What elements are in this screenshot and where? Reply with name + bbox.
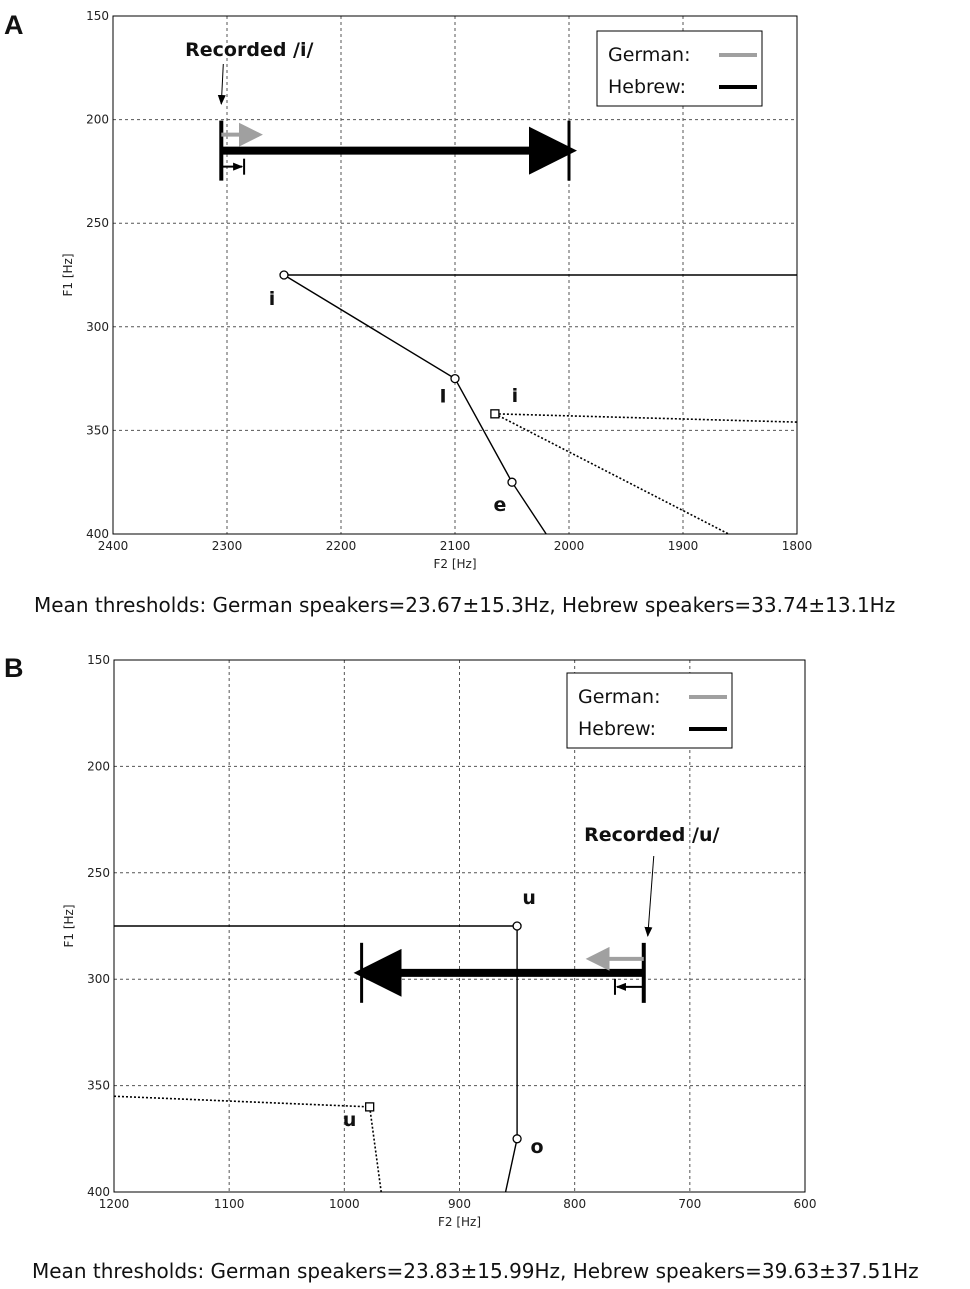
x-tick-label: 1100	[213, 1197, 245, 1211]
vowel-label: I	[439, 385, 447, 408]
boundary-line-dotted-boundary-diagonal	[495, 414, 729, 534]
x-tick-label: 2100	[439, 539, 471, 553]
x-tick-label: 900	[448, 1197, 471, 1211]
vowel-point-circle	[508, 478, 516, 486]
vowel-point-circle	[451, 375, 459, 383]
x-tick-label: 2000	[553, 539, 585, 553]
vowel-point-circle	[280, 271, 288, 279]
vowel-point-square	[366, 1103, 374, 1111]
boundary-line-solid-boundary-vowels	[284, 275, 546, 534]
panel-a-caption: Mean thresholds: German speakers=23.67±15.3Hz, Hebrew speakers=33.74±13.1Hz	[34, 593, 896, 617]
panel-b-caption: Mean thresholds: German speakers=23.83±15.99Hz, Hebrew speakers=39.63±37.51Hz	[32, 1259, 919, 1283]
x-axis-label: F2 [Hz]	[433, 557, 477, 571]
y-tick-label: 150	[86, 9, 109, 23]
recorded-label: Recorded /i/	[185, 39, 314, 61]
boundary-line-dotted-boundary-down	[370, 1107, 382, 1192]
series-group	[284, 275, 797, 534]
y-tick-label: 200	[86, 112, 109, 127]
x-tick-label: 1800	[781, 539, 813, 553]
panel-a-plot	[61, 9, 812, 571]
x-axis-label: F2 [Hz]	[437, 1215, 482, 1229]
vowel-label: o	[530, 1135, 544, 1158]
vowel-point-circle	[513, 1135, 521, 1143]
boundary-line-dotted-boundary-horizontal	[114, 1096, 370, 1107]
recorded-pointer-arrow	[221, 64, 223, 104]
y-axis-label: F1 [Hz]	[62, 904, 76, 948]
legend-label: Hebrew:	[608, 76, 687, 98]
vowel-label: u	[342, 1108, 357, 1131]
recorded-label: Recorded /u/	[584, 824, 720, 846]
boundary-line-solid-boundary-vertical	[506, 926, 518, 1192]
panel-b	[4, 653, 919, 1283]
vowel-point-square	[491, 410, 499, 418]
vowel-label: i	[268, 288, 276, 310]
y-tick-label: 250	[87, 865, 110, 880]
x-tick-label: 1200	[98, 1197, 130, 1211]
y-tick-label: 200	[87, 759, 110, 774]
legend-label: German:	[608, 44, 691, 66]
y-tick-label: 250	[86, 216, 109, 231]
panel-a-letter: A	[4, 10, 24, 40]
vowel-point-circle	[513, 922, 521, 930]
x-tick-label: 700	[678, 1197, 702, 1211]
panel-b-plot	[62, 653, 816, 1229]
x-tick-label: 1900	[667, 539, 699, 553]
recorded-pointer-arrow	[648, 856, 654, 936]
x-tick-label: 2400	[97, 539, 129, 553]
y-tick-label: 300	[87, 972, 110, 987]
y-tick-label: 350	[86, 423, 109, 438]
y-axis-label: F1 [Hz]	[61, 253, 75, 297]
y-tick-label: 150	[87, 653, 110, 667]
y-tick-label: 400	[86, 527, 109, 541]
y-tick-label: 400	[87, 1185, 110, 1199]
x-tick-label: 600	[793, 1197, 817, 1211]
legend-label: Hebrew:	[578, 718, 657, 740]
vowel-label: e	[493, 494, 507, 517]
x-tick-label: 1000	[329, 1197, 360, 1211]
x-tick-label: 800	[563, 1197, 587, 1211]
x-tick-label: 2300	[211, 539, 243, 553]
boundary-line-dotted-boundary-horizontal	[495, 414, 797, 422]
panel-b-letter: B	[4, 653, 24, 683]
series-group	[114, 926, 517, 1192]
vowel-label: i	[511, 384, 519, 407]
x-tick-label: 2200	[325, 539, 357, 553]
y-tick-label: 300	[86, 319, 109, 334]
panel-a	[4, 9, 895, 617]
y-tick-label: 350	[87, 1078, 110, 1093]
vowel-label: u	[522, 887, 536, 909]
legend-label: German:	[578, 686, 661, 708]
